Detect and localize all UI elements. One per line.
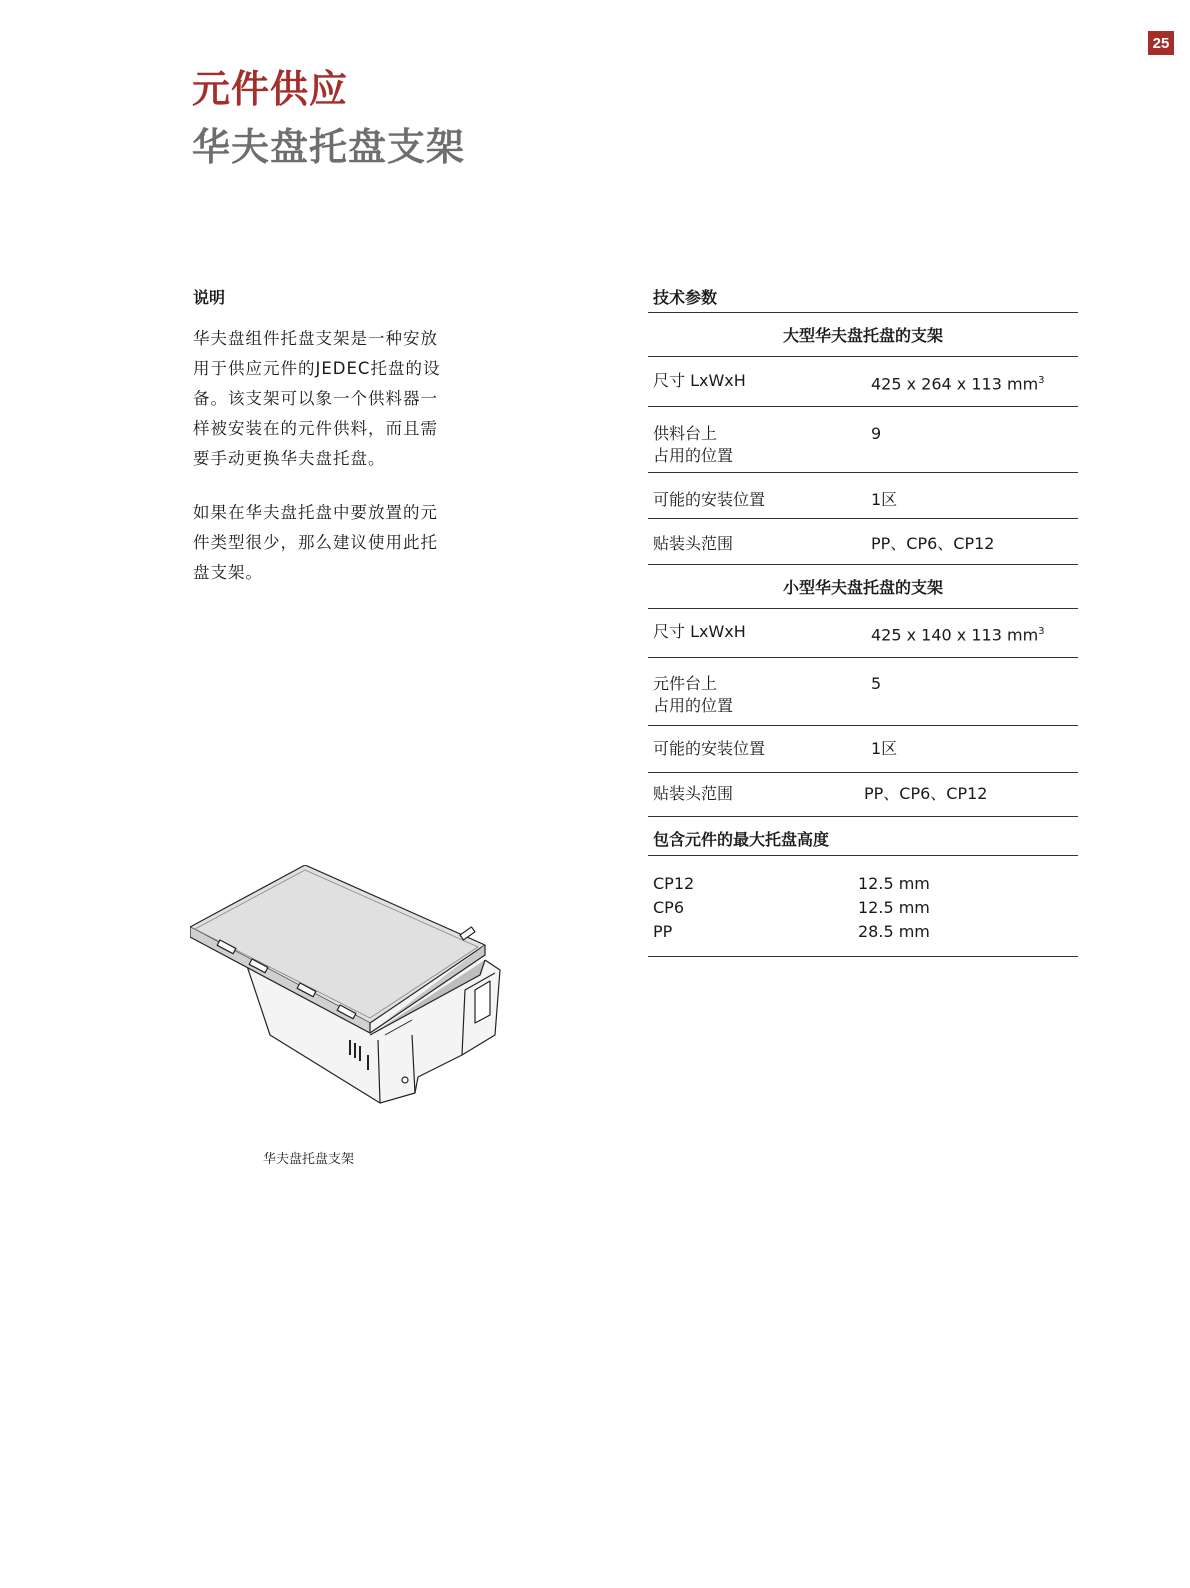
- spec-key: 元件台上 占用的位置: [653, 673, 734, 715]
- spec-value: 1区: [871, 490, 898, 510]
- spec-key: 尺寸 LxWxH: [653, 622, 746, 642]
- head-name: CP6: [653, 897, 684, 917]
- description-paragraph-1: [193, 324, 478, 474]
- specs-section: [648, 285, 1078, 957]
- large-holder-title: 大型华夫盘托盘的支架: [782, 326, 943, 345]
- spec-row-install-large: [648, 473, 1078, 518]
- spec-value: 5: [871, 673, 882, 693]
- spec-value: PP、CP6、CP12: [871, 534, 995, 554]
- text-line: 要手动更换华夫盘托盘。: [193, 449, 386, 468]
- page-number: 25: [1148, 31, 1174, 55]
- spec-value: 9: [871, 424, 882, 444]
- height-row: [648, 920, 1078, 944]
- spec-row-head-range-large: [648, 519, 1078, 564]
- height-value: 28.5 mm: [858, 921, 930, 941]
- spec-key: 贴装头范围: [653, 534, 734, 554]
- head-name: PP: [653, 921, 673, 941]
- page-title: 元件供应: [192, 66, 349, 111]
- max-height-title: 包含元件的最大托盘高度: [653, 829, 830, 849]
- description-paragraph-2: [193, 498, 478, 588]
- spec-value: 1区: [871, 738, 898, 758]
- description-heading: 说明: [193, 288, 226, 307]
- spec-key: 供料台上 占用的位置: [653, 424, 734, 466]
- spec-row-dimensions-large: [648, 357, 1078, 406]
- specs-heading: 技术参数: [653, 288, 718, 307]
- divider: [648, 956, 1078, 957]
- page-subtitle: 华夫盘托盘支架: [192, 124, 466, 169]
- height-row: [648, 872, 1078, 896]
- text-line: 样被安装在的元件供料，而且需: [193, 419, 438, 438]
- spec-row-dimensions-small: [648, 609, 1078, 656]
- description-section: [193, 285, 478, 612]
- spec-row-positions-large: [648, 407, 1078, 472]
- spec-value: 425 x 264 x 113 $mm^3$: [871, 374, 1045, 394]
- spec-row-install-small: [648, 726, 1078, 772]
- small-holder-title: 小型华夫盘托盘的支架: [782, 578, 943, 598]
- spec-row-head-range-small: [648, 773, 1078, 816]
- spec-value: 425 x 140 x 113 $mm^3$: [871, 625, 1045, 645]
- figure-caption: 华夫盘托盘支架: [263, 1152, 355, 1167]
- spec-key: 可能的安装位置: [653, 738, 766, 758]
- spec-key: 可能的安装位置: [653, 490, 766, 510]
- spec-key: 贴装头范围: [653, 783, 734, 803]
- waffle-tray-holder-illustration: [190, 865, 530, 1125]
- text-line: 如果在华夫盘托盘中要放置的元: [193, 503, 438, 522]
- spec-key: 尺寸 LxWxH: [653, 371, 746, 390]
- max-height-list: [648, 856, 1078, 956]
- head-name: CP12: [653, 873, 695, 893]
- text-line: 用于供应元件的JEDEC托盘的设: [193, 359, 441, 378]
- text-line: 备。该支架可以象一个供料器一: [193, 389, 438, 408]
- text-line: 华夫盘组件托盘支架是一种安放: [193, 329, 438, 348]
- spec-value: PP、CP6、CP12: [864, 783, 988, 803]
- height-value: 12.5 mm: [858, 897, 930, 917]
- height-row: [648, 896, 1078, 920]
- height-value: 12.5 mm: [858, 873, 930, 893]
- spec-row-positions-small: [648, 658, 1078, 725]
- text-line: 件类型很少，那么建议使用此托: [193, 533, 438, 552]
- text-line: 盘支架。: [193, 563, 263, 582]
